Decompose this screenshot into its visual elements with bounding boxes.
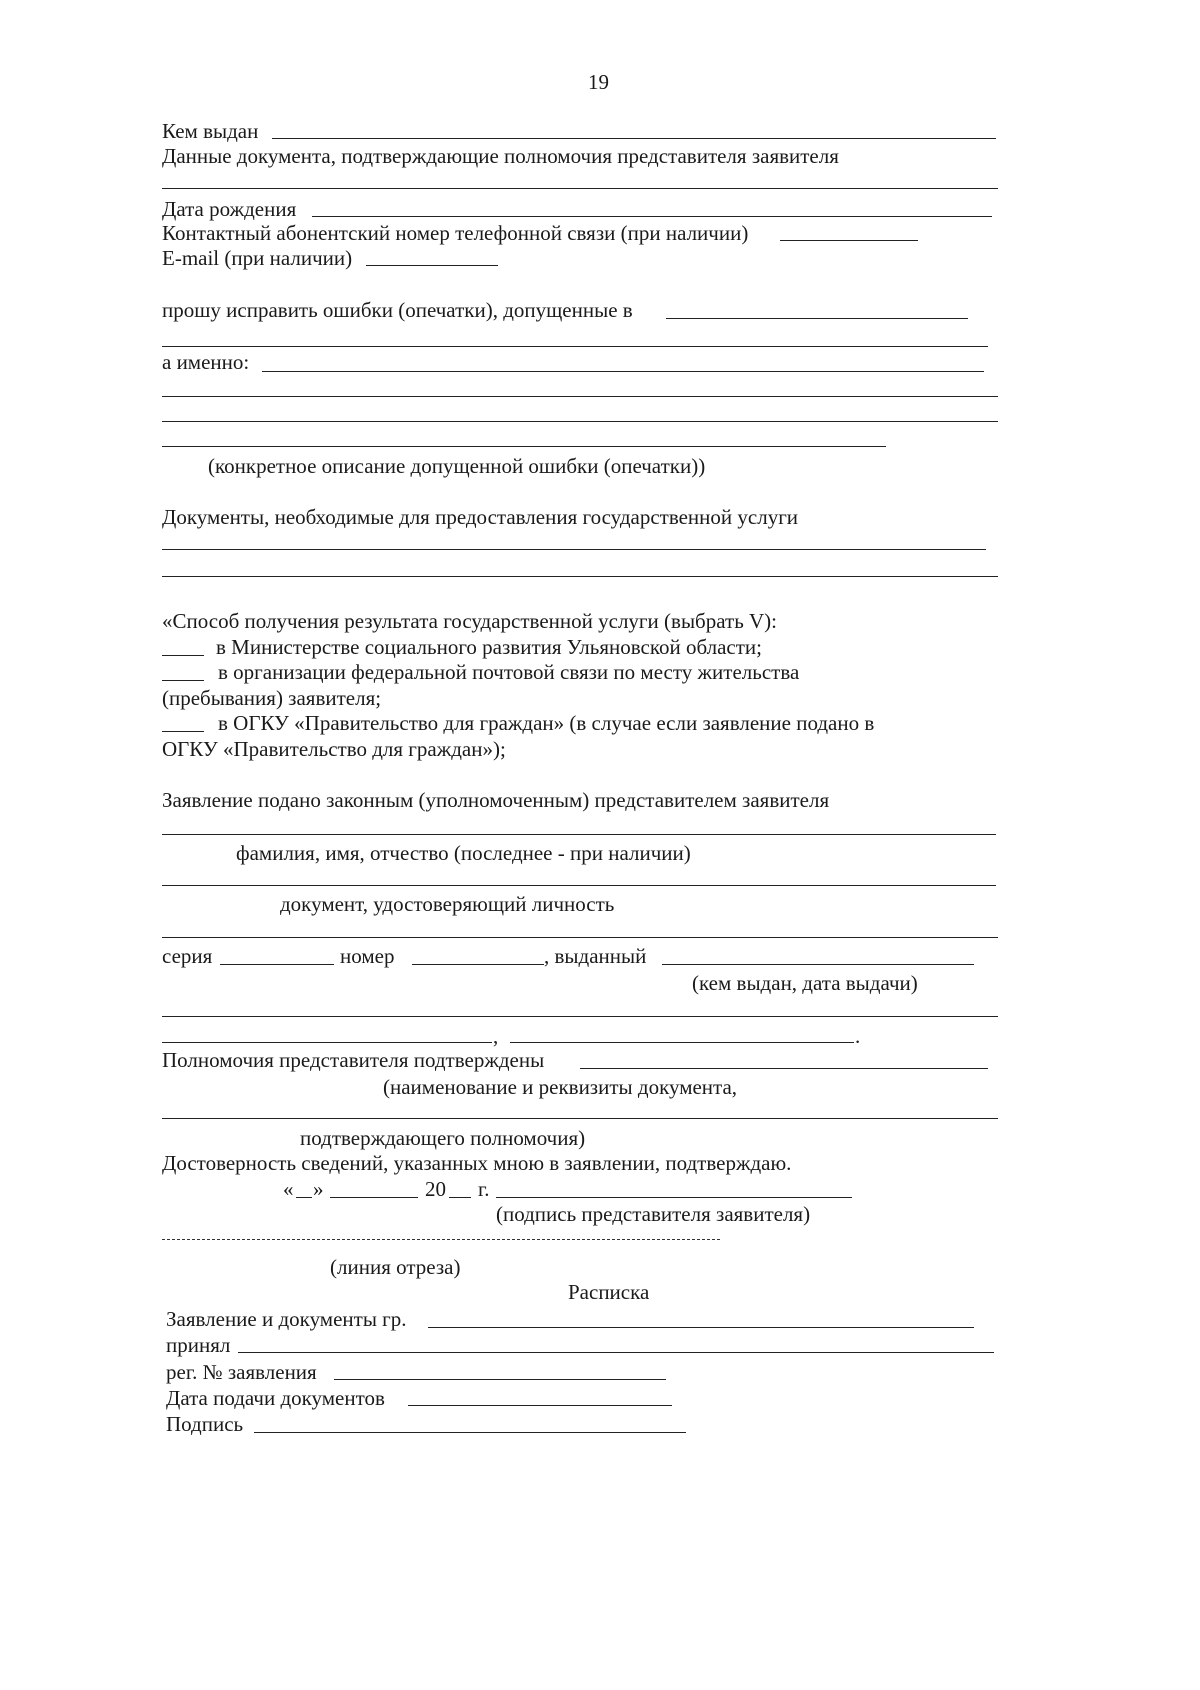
issued-field-line3b[interactable] (510, 1042, 854, 1043)
receipt-reg-number-label: рег. № заявления (166, 1360, 317, 1384)
representative-signature-field[interactable] (496, 1197, 852, 1198)
method-option2-checkbox[interactable] (162, 680, 204, 681)
namely-field-line3[interactable] (162, 421, 998, 422)
representative-id-doc-field-line2[interactable] (162, 937, 998, 938)
receipt-reg-number-field[interactable] (334, 1379, 666, 1380)
documents-field-line2[interactable] (162, 576, 998, 577)
method-option3-label-cont: ОГКУ «Правительство для граждан»); (162, 737, 506, 761)
number-label: номер (340, 944, 395, 968)
issued-comma: , (493, 1024, 499, 1048)
authority-field-line2[interactable] (162, 1118, 998, 1119)
receipt-accepted-label: принял (166, 1333, 231, 1357)
number-field[interactable] (412, 964, 544, 965)
issued-label: , выданный (544, 944, 647, 968)
date-day-field[interactable] (296, 1197, 312, 1198)
receipt-date-label: Дата подачи документов (166, 1386, 385, 1410)
receipt-title: Расписка (568, 1280, 650, 1304)
receipt-accepted-field[interactable] (238, 1352, 994, 1353)
namely-label: а именно: (162, 350, 250, 374)
documents-label: Документы, необходимые для предоставления государственной услуги (162, 505, 799, 529)
issued-period: . (855, 1024, 861, 1048)
representative-id-doc-field[interactable] (162, 885, 996, 886)
authority-label: Полномочия представителя подтверждены (162, 1048, 545, 1072)
phone-label: Контактный абонентский номер телефонной связи (при наличии) (162, 221, 749, 245)
date-year-prefix: 20 (425, 1177, 446, 1201)
request-field[interactable] (666, 318, 968, 319)
date-quote-open: « (283, 1177, 294, 1201)
method-option3-checkbox[interactable] (162, 731, 204, 732)
representative-id-doc-caption: документ, удостоверяющий личность (280, 892, 615, 916)
date-month-field[interactable] (330, 1197, 418, 1198)
namely-field-line4[interactable] (162, 446, 886, 447)
rep-authority-doc-label: Данные документа, подтверждающие полномочия представителя заявителя (162, 144, 839, 168)
request-field-cont[interactable] (162, 346, 988, 347)
error-description-caption: (конкретное описание допущенной ошибки (опечатки)) (208, 454, 706, 478)
email-field[interactable] (366, 265, 498, 266)
issued-by-field[interactable] (272, 138, 996, 139)
rep-authority-doc-field[interactable] (162, 188, 998, 189)
representative-fio-caption: фамилия, имя, отчество (последнее - при наличии) (236, 841, 691, 865)
authority-caption: (наименование и реквизиты документа, (383, 1075, 738, 1099)
request-label: прошу исправить ошибки (опечатки), допущенные в (162, 298, 633, 322)
page-number: 19 (588, 70, 609, 94)
method-option3-label: в ОГКУ «Правительство для граждан» (в случае если заявление подано в (218, 711, 875, 735)
series-field[interactable] (220, 964, 334, 965)
signature-caption: (подпись представителя заявителя) (496, 1202, 811, 1226)
representative-fio-field[interactable] (162, 834, 996, 835)
cut-line-caption: (линия отреза) (330, 1255, 461, 1279)
authority-caption-cont: подтверждающего полномочия) (300, 1126, 586, 1150)
birth-date-field[interactable] (312, 216, 992, 217)
email-label: E-mail (при наличии) (162, 246, 353, 270)
documents-field[interactable] (162, 549, 986, 550)
method-option1-label: в Министерстве социального развития Ульяновской области; (216, 635, 762, 659)
confirm-text: Достоверность сведений, указанных мною в заявлении, подтверждаю. (162, 1151, 792, 1175)
issued-by-label: Кем выдан (162, 119, 259, 143)
method-option2-label-cont: (пребывания) заявителя; (162, 686, 382, 710)
issued-field[interactable] (662, 964, 974, 965)
date-year-suffix: г. (478, 1177, 490, 1201)
issued-caption: (кем выдан, дата выдачи) (692, 971, 918, 995)
cut-line (162, 1239, 720, 1240)
date-quote-close: » (313, 1177, 324, 1201)
representative-statement: Заявление подано законным (уполномоченным) представителем заявителя (162, 788, 830, 812)
series-label: серия (162, 944, 213, 968)
namely-field-line2[interactable] (162, 396, 998, 397)
birth-date-label: Дата рождения (162, 197, 297, 221)
authority-field[interactable] (580, 1068, 988, 1069)
method-option1-checkbox[interactable] (162, 655, 204, 656)
method-option2-label: в организации федеральной почтовой связи по месту жительства (218, 660, 800, 684)
method-title: «Способ получения результата государственной услуги (выбрать V): (162, 609, 778, 633)
issued-field-line3a[interactable] (162, 1042, 492, 1043)
namely-field[interactable] (262, 371, 984, 372)
receipt-docs-from-label: Заявление и документы гр. (166, 1307, 407, 1331)
receipt-signature-label: Подпись (166, 1412, 244, 1436)
issued-field-line2[interactable] (162, 1016, 998, 1017)
receipt-signature-field[interactable] (254, 1432, 686, 1433)
phone-field[interactable] (780, 240, 918, 241)
receipt-docs-from-field[interactable] (428, 1327, 974, 1328)
date-year-field[interactable] (449, 1197, 471, 1198)
receipt-date-field[interactable] (408, 1405, 672, 1406)
